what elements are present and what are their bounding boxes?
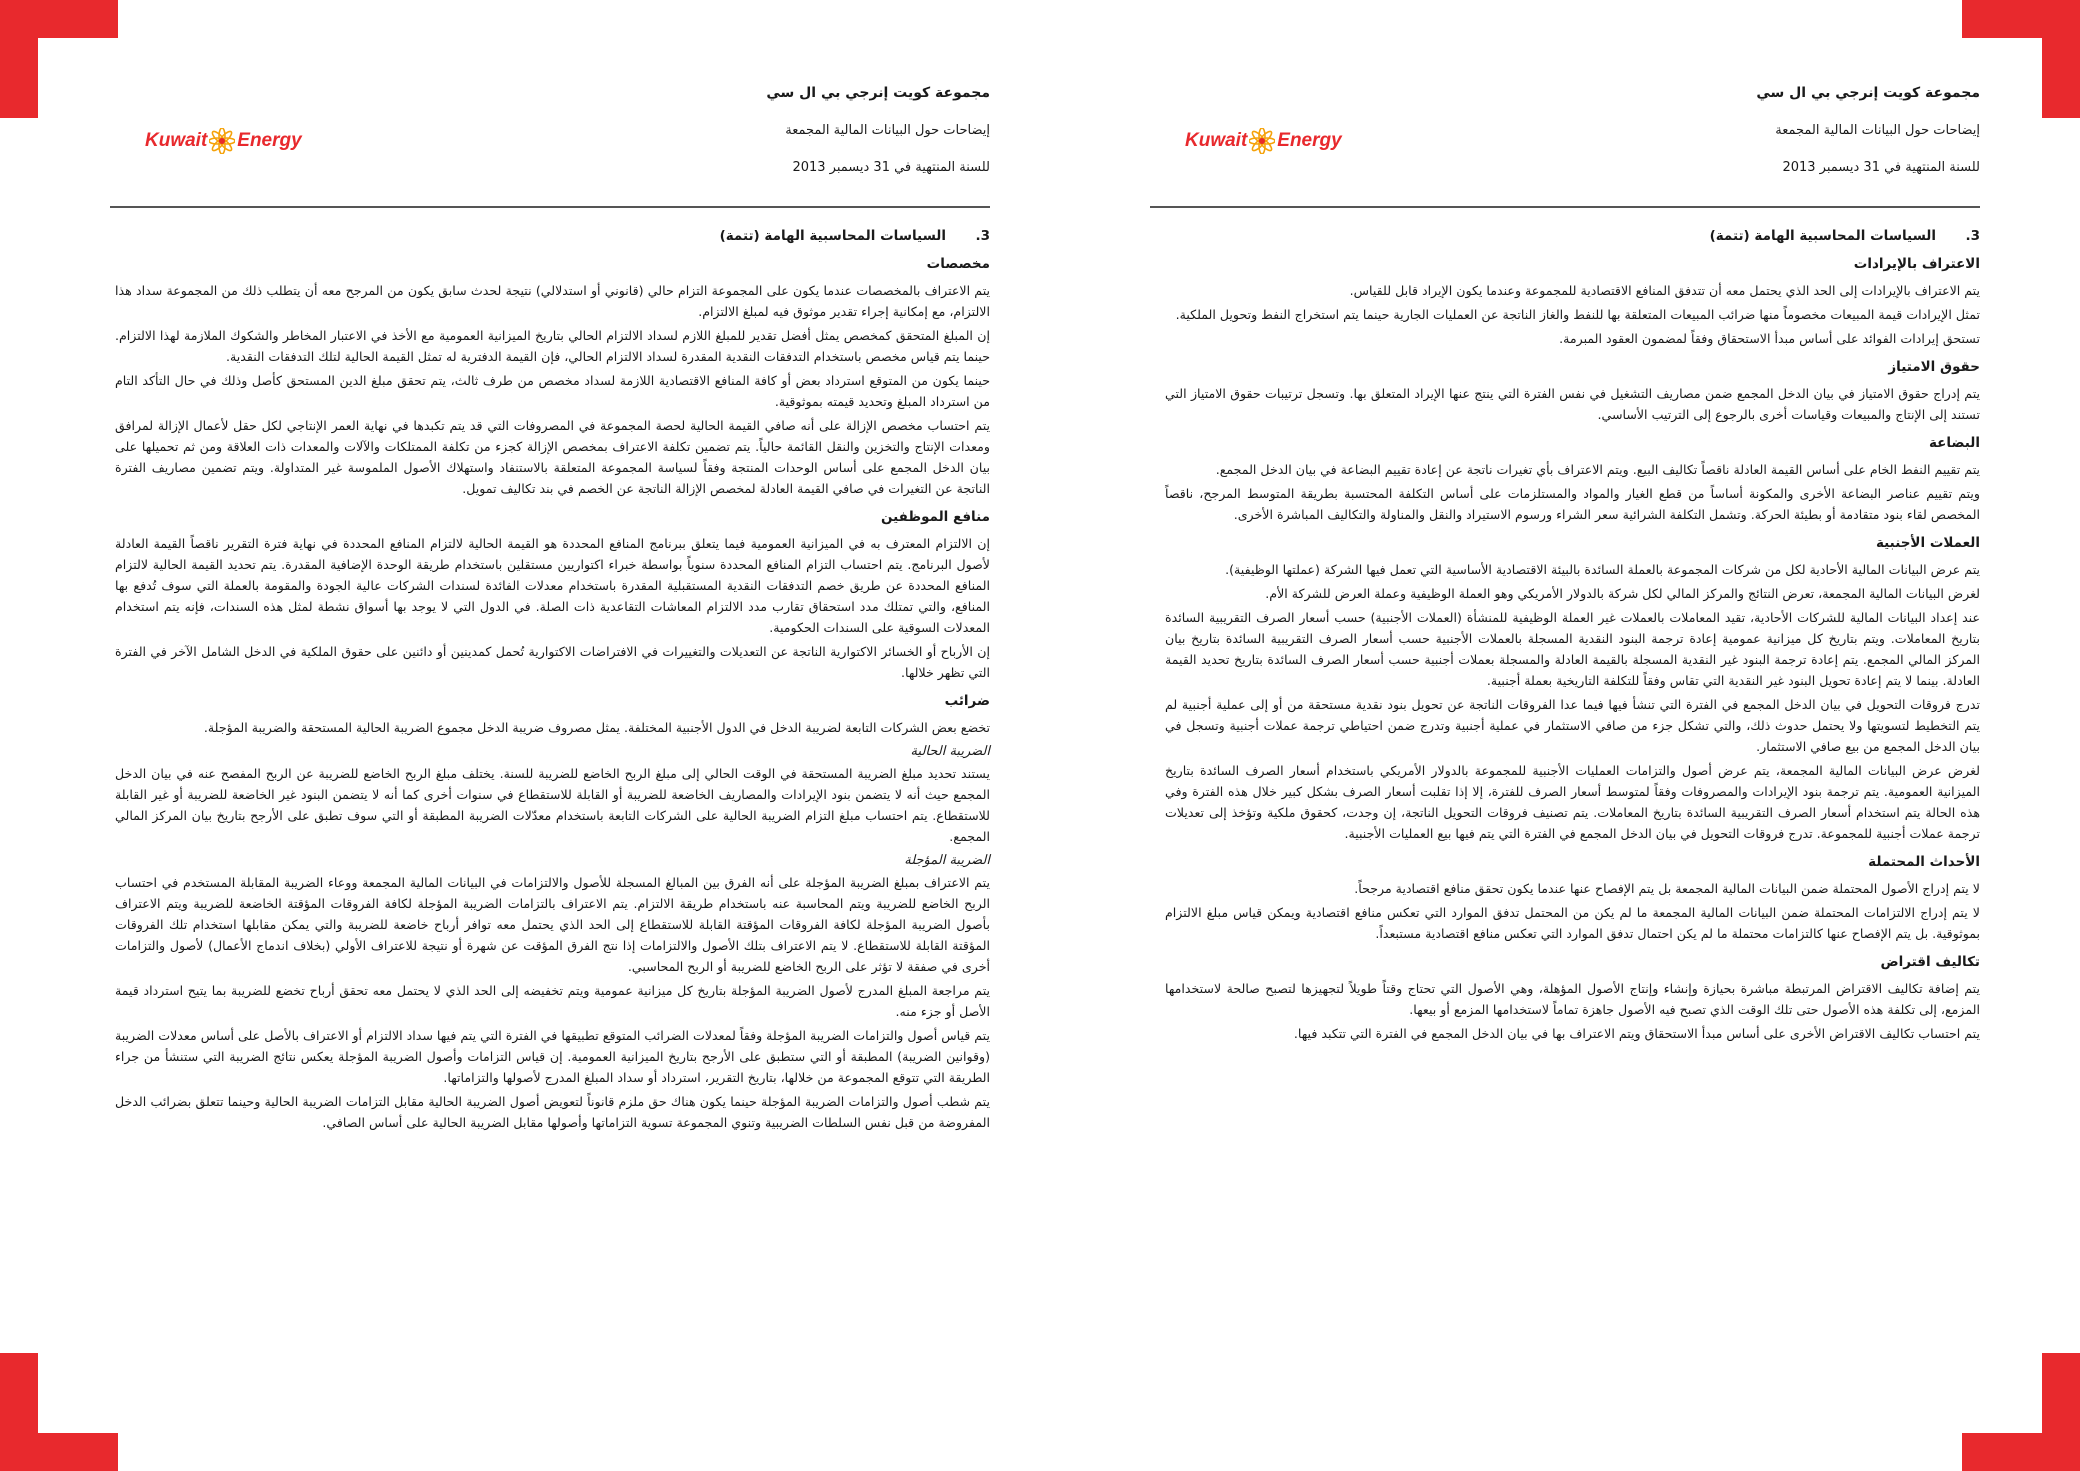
subheading-revenue: الاعتراف بالإيرادات <box>1853 256 1980 272</box>
paragraph: يتم تقييم النفط الخام على أساس القيمة العادلة ناقصاً تكاليف البيع. ويتم الاعتراف بأي تغيرات ناتجة عن إعادة تقييم البضاعة في بيان الدخل المجمع. <box>1215 462 1980 477</box>
header-divider <box>110 206 990 208</box>
section-number: 3. <box>1965 228 1980 244</box>
paragraph: يتم قياس أصول والتزامات الضريبة المؤجلة وفقاً لمعدلات الضرائب المتوقع تطبيقها في الفترة التي يتم فيها سداد الالتزام أو الاعتراف بالأصل على أساس معدلات الضريبة (وقوانين الضريبة) المطبقة أو التي ستطبق على الأرجح بتاريخ الميزانية العمومية. إن قياس التزامات وأصول الضريبة المؤجلة يعكس نتائج الضريبة التي ستنشأ من جراء الطريقة التي تتوقع المجموعة من خلالها، بتاريخ التقرير، استرداد أو سداد المبلغ المدرج لأصولها والتزاماتها. <box>115 1028 990 1085</box>
paragraph: يتم إدراج حقوق الامتياز في بيان الدخل المجمع ضمن مصاريف التشغيل في نفس الفترة التي ينتج عنها الإيراد المتعلق بها. وتسجل ترتيبات حقوق الامتياز التي تستند إلى الإنتاج والمبيعات وقياسات أخرى بالرجوع إلى الترتيب الأساسي. <box>1165 386 1980 422</box>
page-header <box>1756 85 1980 175</box>
header-divider <box>1150 206 1980 208</box>
logo-word-energy: Energy <box>1277 130 1342 151</box>
subheading-foreign-currencies: العملات الأجنبية <box>1875 535 1980 551</box>
paragraph: عند إعداد البيانات المالية للشركات الأحادية، تقيد المعاملات بالعملات غير العملة الوظيفية للمنشأة (العملات الأجنبية) حسب أسعار الصرف التقريبية السائدة بتاريخ المعاملات. ويتم بتاريخ كل ميزانية عمومية إعادة ترجمة البنود النقدية المسجلة بالعملات الأجنبية حسب أسعار الصرف التقريبية السائدة بتاريخ بيان المركز المالي المجمع. يتم إعادة ترجمة البنود غير النقدية المسجلة بالقيمة العادلة والمسجلة بعملات أجنبية حسب أسعار الصرف السائدة بتاريخ تحديد القيمة العادلة. بينما لا يتم إعادة تحويل البنود غير النقدية التي تقاس وفقاً للتكلفة التاريخية بعملة أجنبية. <box>1165 610 1980 688</box>
paragraph: ويتم تقييم عناصر البضاعة الأخرى والمكونة أساساً من قطع الغيار والمواد والمستلزمات على أساس التكلفة المحتسبة بطريقة المتوسط المرجح، ناقصاً المخصص لقاء بنود متقادمة أو بطيئة الحركة. وتشمل التكلفة الشرائية سعر الشراء ورسوم الاستيراد والنقل والمناولة والتكاليف المباشرة الأخرى. <box>1165 486 1980 522</box>
kuwait-energy-logo <box>1185 128 1342 154</box>
paragraph: يتم إضافة تكاليف الاقتراض المرتبطة مباشرة بحيازة وإنشاء وإنتاج الأصول المؤهلة، وهي الأصول التي تحتاج وقتاً طويلاً لتجهيزها لتصبح صالحة لاستخدامها المزمع، إلى تكلفة هذه الأصول حتى تلك الوقت الذي تصبح فيه الأصول جاهزة تماماً لاستخدامها المزمع أو بيعها. <box>1165 981 1980 1017</box>
subheading-contingencies: الأحداث المحتملة <box>1868 854 1980 870</box>
paragraph: يتم الاعتراف بمبلغ الضريبة المؤجلة على أنه الفرق بين المبالغ المسجلة للأصول والالتزامات في البيانات المالية المجمعة ووعاء الضريبة المقابلة المستخدم في احتساب الربح الخاضع للضريبة ويتم المحاسبة عنه باستخدام طريقة الالتزام. يتم الاعتراف بالتزامات الضريبة المؤجلة لكافة الفروقات المؤقتة الخاضعة للضريبة ويتم الاعتراف بأصول الضريبة المؤجلة لكافة الفروقات المؤقتة القابلة للاستقطاع إلى الحد الذي يحتمل معه توافر أرباح خاضعة للضريبة والتي يمكن مقابلها استخدام تلك الفروقات المؤقتة القابلة للاستقطاع. لا يتم الاعتراف بتلك الأصول والالتزامات إذا نتج الفرق المؤقت عن شهرة أو نتيجة للاعتراف الأولي (بخلاف اندماج الأعمال) لأصول والتزامات أخرى في صفقة لا تؤثر على الربح الخاضع للضريبة أو الربح المحاسبي. <box>115 875 990 974</box>
paragraph: تخضع بعض الشركات التابعة لضريبة الدخل في الدول الأجنبية المختلفة. يمثل مصروف ضريبة الدخل مجموع الضريبة الحالية المستحقة والضريبة المؤجلة. <box>203 720 990 735</box>
section-heading <box>1165 228 1980 244</box>
paragraph: يتم احتساب مخصص الإزالة على أنه صافي القيمة الحالية لحصة المجموعة في المصروفات التي قد يتم تكبدها في نهاية العمر الإنتاجي لكل حقل لأعمال الإزالة لمرافق ومعدات الإنتاج والتخزين والنقل القائمة حالياً. يتم تضمين تكلفة الاعتراف بمخصص الإزالة كجزء من تكلفة الممتلكات والآلات والمعدات ذات العلاقة ومن ثم تحميلها على بيان الدخل المجمع على أساس الوحدات المنتجة وفقاً لسياسة المجموعة المتعلقة بالاستنفاد واستهلاك الأصول الملموسة غير المتداولة. ويتم تضمين مصاريف الفترة الناتجة عن التغيرات في صافي القيمة العادلة لمخصص الإزالة الناتجة عن الخصم في بند تكاليف تمويل. <box>115 418 990 496</box>
logo-word-energy: Energy <box>237 130 302 151</box>
paragraph: يتم مراجعة المبلغ المدرج لأصول الضريبة المؤجلة بتاريخ كل ميزانية عمومية ويتم تخفيضه إلى الحد الذي لا يحتمل معه تحقق أرباح تخضع للضريبة بما يتيح استرداد قيمة الأصل أو جزء منه. <box>115 983 990 1019</box>
paragraph: إن المبلغ المتحقق كمخصص يمثل أفضل تقدير للمبلغ اللازم لسداد الالتزام الحالي بتاريخ الميزانية العمومية مع الأخذ في الاعتبار المخاطر والشكوك الملازمة لهذا الالتزام. حينما يتم قياس مخصص باستخدام التدفقات النقدية المقدرة لسداد الالتزام الحالي، فإن القيمة الدفترية له تمثل القيمة الحالية لتلك التدفقات النقدية. <box>115 328 990 364</box>
report-period: للسنة المنتهية في 31 ديسمبر 2013 <box>792 160 990 175</box>
paragraph: يتم شطب أصول والتزامات الضريبة المؤجلة حينما يكون هناك حق ملزم قانوناً لتعويض أصول الضريبة الحالية مقابل التزامات الضريبة الحالية وحينما تتعلق بضرائب الدخل المفروضة من قبل نفس السلطات الضريبية وتنوي المجموعة تسوية التزاماتها وأصولها مقابل الضريبة الحالية على أساس الصافي. <box>115 1094 990 1130</box>
report-subtitle: إيضاحات حول البيانات المالية المجمعة <box>785 123 990 138</box>
report-period: للسنة المنتهية في 31 ديسمبر 2013 <box>1782 160 1980 175</box>
company-name: مجموعة كويت إنرجي بي ال سي <box>766 85 990 101</box>
paragraph: لغرض عرض البيانات المالية المجمعة، يتم عرض أصول والتزامات العمليات الأجنبية للمجموعة بالدولار الأمريكي باستخدام أسعار الصرف السائدة بتاريخ الميزانية العمومية. يتم ترجمة بنود الإيرادات والمصروفات وفقاً لمتوسط أسعار الصرف للفترة، إلا إذا تقلبت أسعار الصرف بشكل كبير خلال هذه الفترة وفي هذه الحالة يتم استخدام أسعار الصرف التقريبية السائدة بتاريخ المعاملات. يتم تصنيف فروقات التحويل الناتجة، إن وجدت، كحقوق ملكية وتؤخذ إلى تعديلات ترجمة عملات أجنبية للمجموعة. تدرج فروقات التحويل في بيان الدخل المجمع في الفترة التي يتم فيها بيع العمليات الأجنبية. <box>1165 763 1980 841</box>
paragraph: تستحق إيرادات الفوائد على أساس مبدأ الاستحقاق وفقاً لمضمون العقود المبرمة. <box>1559 331 1980 346</box>
paragraph: لا يتم إدراج الالتزامات المحتملة ضمن البيانات المالية المجمعة ما لم يكن من المحتمل تدفق الموارد التي تعكس منافع اقتصادية ويمكن قياس مبلغ الالتزام بموثوقية. بل يتم الإفصاح عنها كالتزامات محتملة ما لم يكن احتمال تدفق الموارد التي تعكس منافع اقتصادية مستبعداً. <box>1165 905 1980 941</box>
flower-icon <box>209 128 235 154</box>
section-title: السياسات المحاسبية الهامة (تتمة) <box>1709 228 1936 244</box>
section-number: 3. <box>975 228 990 244</box>
subheading-royalties: حقوق الامتياز <box>1888 359 1980 375</box>
corner-mark-top-right <box>2042 0 2080 118</box>
paragraph: يتم الاعتراف بالإيرادات إلى الحد الذي يحتمل معه أن تتدفق المنافع الاقتصادية للمجموعة وعندما يكون الإيراد قابل للقياس. <box>1349 283 1980 298</box>
page-body <box>115 222 990 1136</box>
page-header <box>766 85 990 175</box>
paragraph: تمثل الإيرادات قيمة المبيعات مخصوماً منها ضرائب المبيعات المتعلقة بها للنفط والغاز الناتجة عن العمليات الجارية حينما يتم استخراج النفط وتحويل الملكية. <box>1175 307 1980 322</box>
corner-mark-bottom-left <box>0 1353 38 1471</box>
paragraph: يتم احتساب تكاليف الاقتراض الأخرى على أساس مبدأ الاستحقاق ويتم الاعتراف بها في بيان الدخل المجمع في الفترة التي تتكبد فيها. <box>1293 1026 1980 1041</box>
paragraph: إن الالتزام المعترف به في الميزانية العمومية فيما يتعلق ببرنامج المنافع المحددة هو القيمة الحالية لالتزام المنافع المحددة في نهاية فترة التقرير ناقصاً القيمة العادلة لأصول البرنامج. يتم احتساب التزام المنافع المحددة سنوياً بواسطة خبراء اكتواريين مستقلين باستخدام طريقة الوحدة الإضافية المقدرة. يتم تحديد القيمة الحالية لالتزام المنافع المحددة عن طريق خصم التدفقات النقدية المستقبلية المقدرة باستخدام معدلات الفائدة لسندات الشركات عالية الجودة والمقومة بالعملة التي سوف تُدفع بها المنافع، والتي تمتلك مدد استحقاق تقارب مدد الالتزام المعاشات التقاعدية ذات الصلة. في الدول التي لا يوجد بها أسواق نشطة لمثل هذه السندات، فإنه يتم استخدام المعدلات السوقية على السندات الحكومية. <box>115 536 990 635</box>
corner-mark-bottom-right <box>2042 1353 2080 1471</box>
subheading-provisions: مخصصات <box>926 256 990 272</box>
report-subtitle: إيضاحات حول البيانات المالية المجمعة <box>1775 123 1980 138</box>
subheading-taxes: ضرائب <box>944 693 990 709</box>
paragraph: حينما يكون من المتوقع استرداد بعض أو كافة المنافع الاقتصادية اللازمة لسداد مخصص من طرف ثالث، يتم تحقق مبلغ الدين المستحق كأصل وذلك في حال التأكد التام من استرداد المبلغ وتحديد قيمته بموثوقية. <box>115 373 990 409</box>
kuwait-energy-logo <box>145 128 302 154</box>
section-title: السياسات المحاسبية الهامة (تتمة) <box>719 228 946 244</box>
page-body <box>1165 222 1980 1047</box>
paragraph: يتم الاعتراف بالمخصصات عندما يكون على المجموعة التزام حالي (قانوني أو استدلالي) نتيجة لحدث سابق يكون من المرجح معه أن يتطلب ذلك من المجموعة سداد هذا الالتزام، مع إمكانية إجراء تقدير موثوق فيه لمبلغ الالتزام. <box>115 283 990 319</box>
paragraph: يتم عرض البيانات المالية الأحادية لكل من شركات المجموعة بالعملة السائدة بالبيئة الاقتصادية الأساسية التي تعمل فيها الشركة (عملتها الوظيفية). <box>1225 562 1980 577</box>
subheading-borrowing-costs: تكاليف اقتراض <box>1880 954 1980 970</box>
paragraph: لغرض البيانات المالية المجمعة، تعرض النتائج والمركز المالي لكل شركة بالدولار الأمريكي وهو العملة الوظيفية وعملة العرض للشركة الأم. <box>1265 586 1980 601</box>
page-right <box>1140 0 1980 1471</box>
subheading-inventory: البضاعة <box>1929 435 1980 451</box>
paragraph: يستند تحديد مبلغ الضريبة المستحقة في الوقت الحالي إلى مبلغ الربح الخاضع للضريبة للسنة. يختلف مبلغ الربح الخاضع للضريبة عن الربح المفصح عنه في بيان الدخل المجمع حيث أنه لا يتضمن بنود الإيرادات والمصاريف الخاضعة للضريبة أو القابلة للاستقطاع في سنوات أخرى كما أنه لا يتضمن البنود غير الخاضعة للضريبة أو غير القابلة للاستقطاع. يتم احتساب مبلغ التزام الضريبة الحالية على الشركات التابعة باستخدام معدّلات الضريبة المطبقة أو التي سوف تطبق على الأرجح بتاريخ بيان المركز المالي المجمع. <box>115 766 990 844</box>
flower-icon <box>1249 128 1275 154</box>
subheading-current-tax: الضريبة الحالية <box>910 744 990 759</box>
corner-mark-top-left <box>0 0 38 118</box>
logo-word-kuwait: Kuwait <box>1185 130 1248 151</box>
logo-word-kuwait: Kuwait <box>145 130 208 151</box>
section-heading <box>115 228 990 244</box>
paragraph: إن الأرباح أو الخسائر الاكتوارية الناتجة عن التعديلات والتغييرات في الافتراضات الاكتوارية تُحمل كمدينين أو دائنين على حقوق الملكية في الدخل الشامل الآخر في الفترة التي تظهر خلالها. <box>115 644 990 680</box>
subheading-deferred-tax: الضريبة المؤجلة <box>904 853 990 868</box>
paragraph: تدرج فروقات التحويل في بيان الدخل المجمع في الفترة التي تنشأ فيها فيما عدا الفروقات الناتجة عن تحويل بنود نقدية مستحقة من أو إلى عملية أجنبية لم يتم التخطيط لتسويتها ولا يحتمل حدوث ذلك، والتي تشكل جزء من صافي الاستثمار في عملية أجنبية وتدرج ضمن احتياطي ترجمة عملات أجنبية وتسجل في بيان الدخل المجمع من بيع صافي الاستثمار. <box>1165 697 1980 754</box>
paragraph: لا يتم إدراج الأصول المحتملة ضمن البيانات المالية المجمعة بل يتم الإفصاح عنها عندما يكون تحقق منافع اقتصادية مرجحاً. <box>1354 881 1980 896</box>
subheading-employee-benefits: منافع الموظفين <box>880 509 990 525</box>
page-left <box>100 0 990 1471</box>
company-name: مجموعة كويت إنرجي بي ال سي <box>1756 85 1980 101</box>
